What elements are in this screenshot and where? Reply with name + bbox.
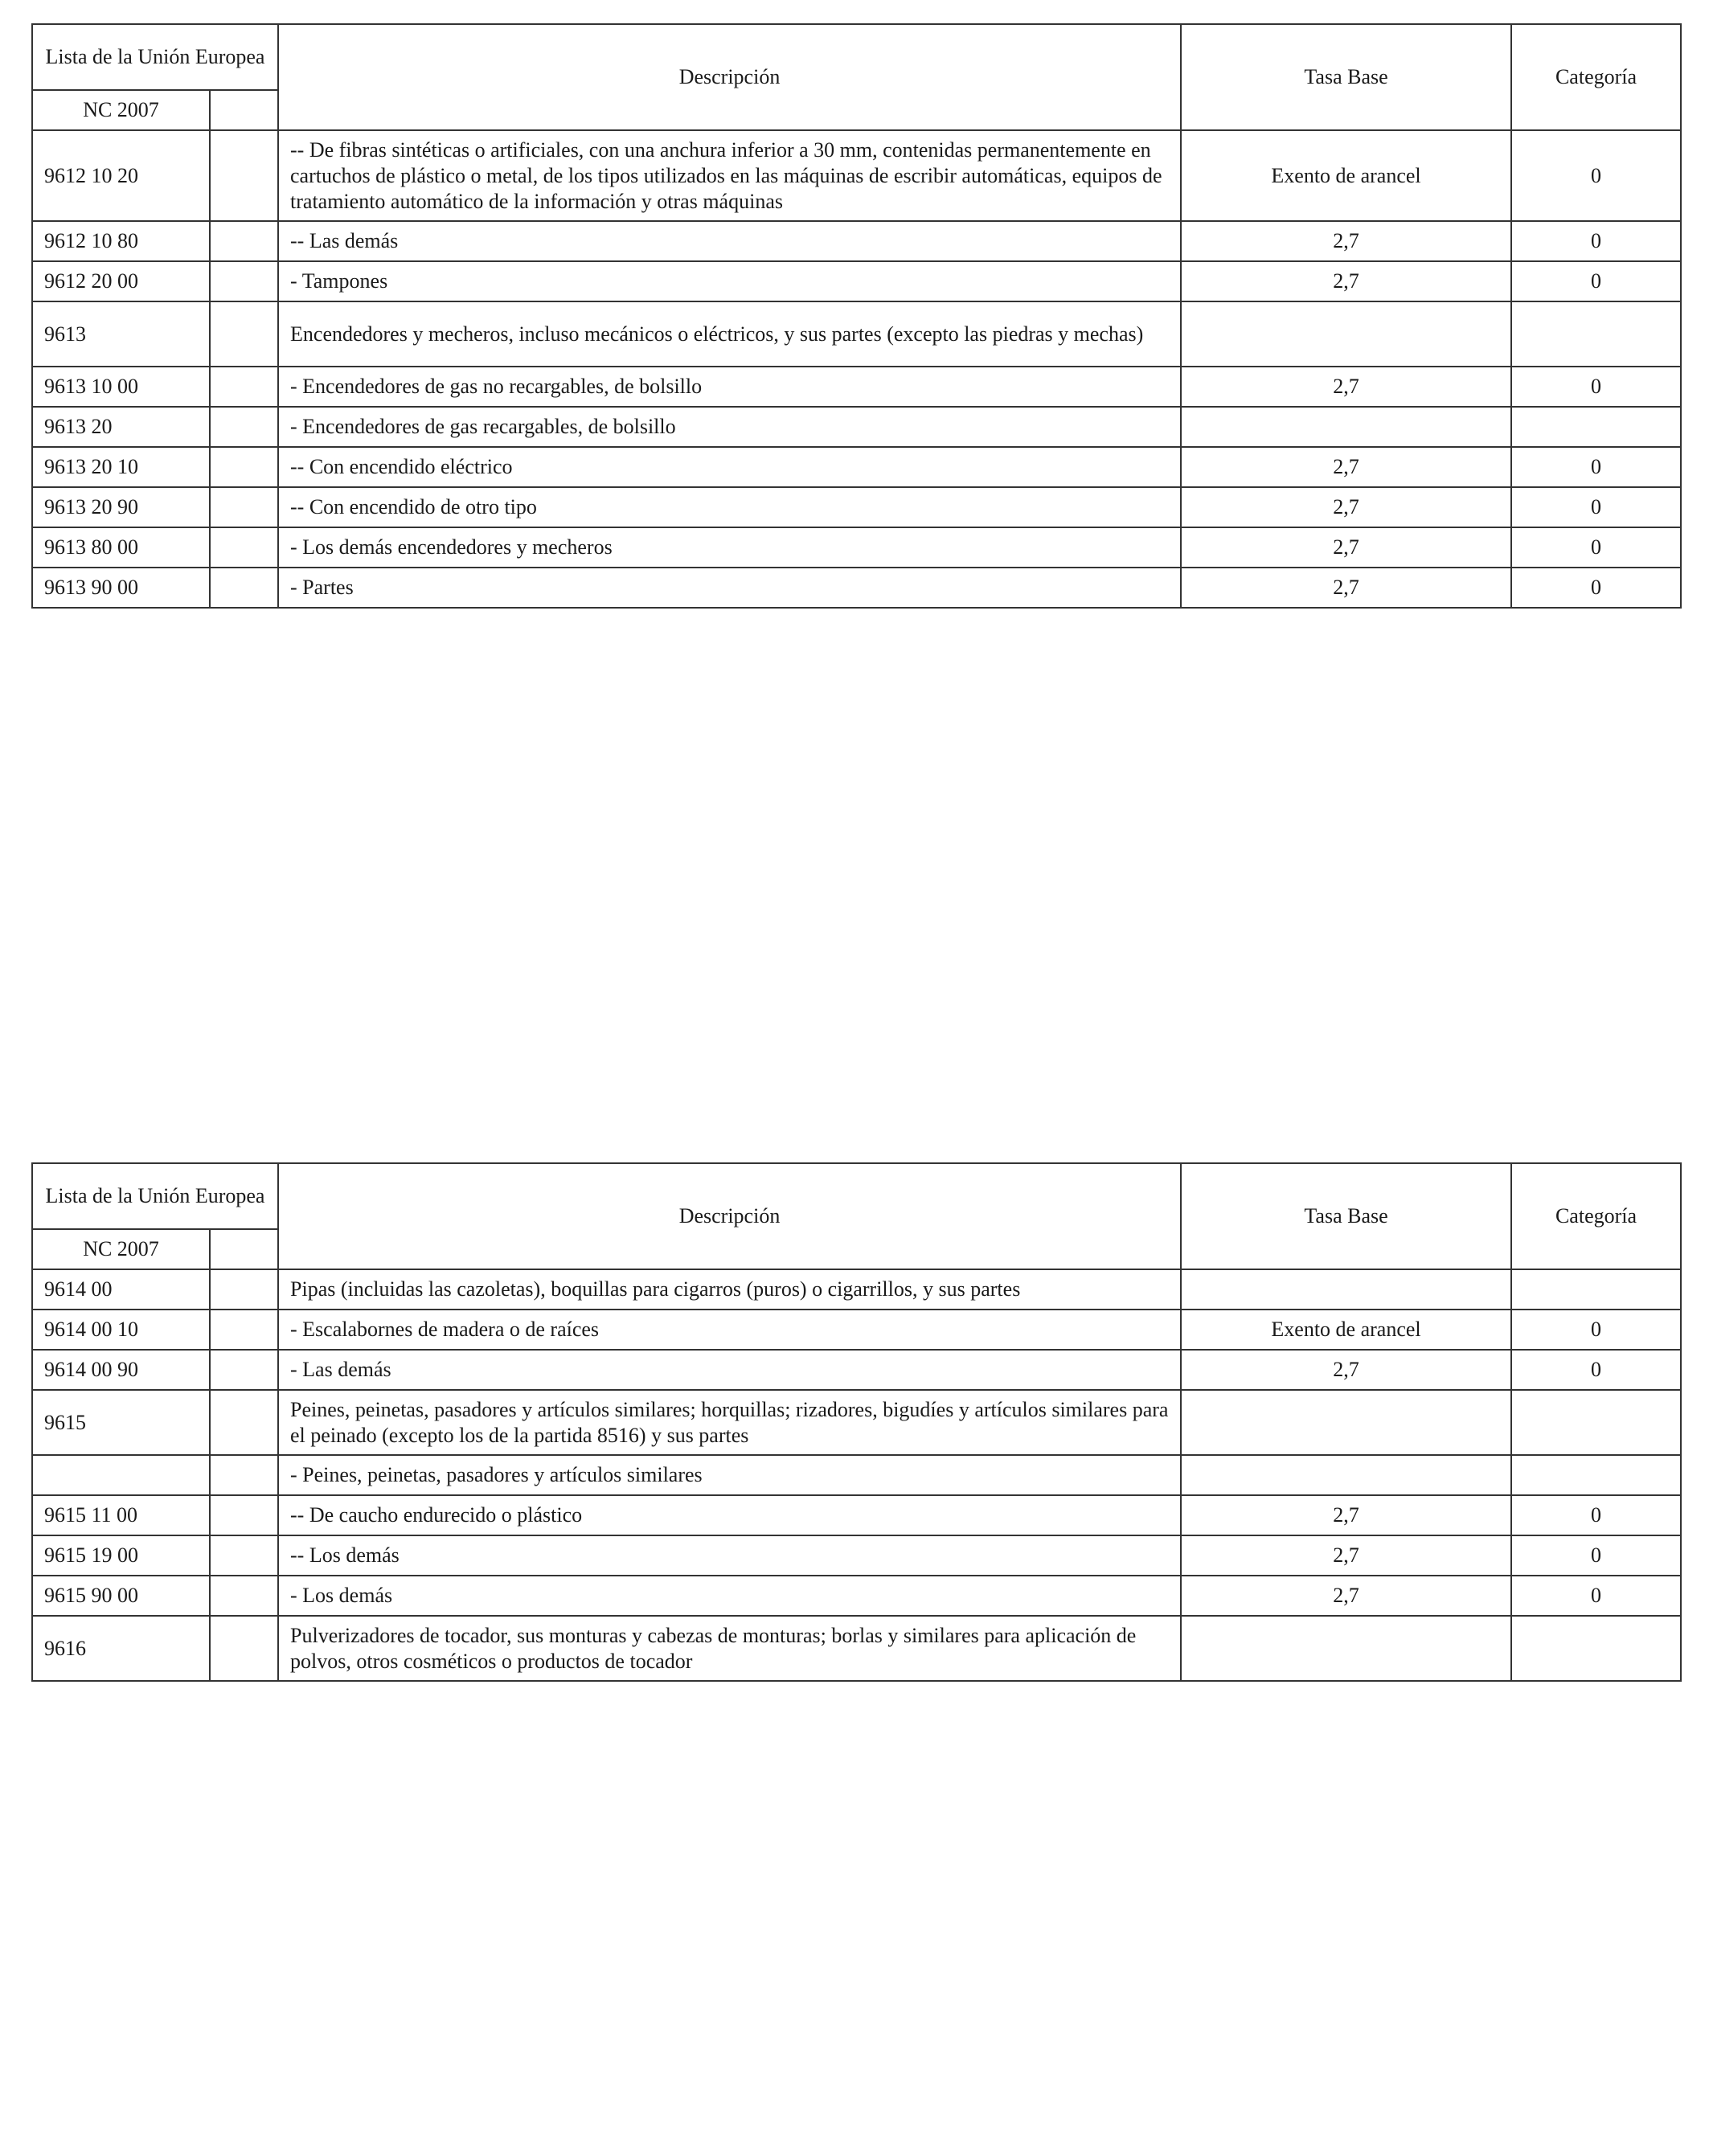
- row-rate: [1181, 1455, 1511, 1495]
- row-code: 9614 00 10: [32, 1310, 210, 1350]
- row-sub-cell: [210, 1535, 278, 1576]
- table-row: [32, 1495, 1681, 1535]
- row-code: 9612 10 80: [32, 221, 210, 261]
- header-description: Descripción: [278, 24, 1181, 130]
- row-category: 0: [1511, 221, 1681, 261]
- table-row: [32, 367, 1681, 407]
- table-row: [32, 1350, 1681, 1390]
- row-rate: [1181, 301, 1511, 367]
- header-nc-label: NC 2007: [32, 90, 210, 130]
- row-sub-cell: [210, 447, 278, 487]
- row-description: -- De fibras sintéticas o artificiales, con una anchura inferior a 30 mm, contenidas permanentemente en cartuchos de plástico o metal, de los tipos utilizados en las máquinas de escribir automáticas, equipos de tratamiento automático de la información y otras máquinas: [278, 130, 1181, 221]
- row-code: 9615 19 00: [32, 1535, 210, 1576]
- header-nc-label: NC 2007: [32, 1229, 210, 1269]
- row-description: Pipas (incluidas las cazoletas), boquillas para cigarros (puros) o cigarrillos, y sus partes: [278, 1269, 1181, 1310]
- row-description: - Tampones: [278, 261, 1181, 301]
- row-rate: [1181, 407, 1511, 447]
- row-rate: 2,7: [1181, 568, 1511, 608]
- row-sub-cell: [210, 1495, 278, 1535]
- header-nc-empty-cell: [210, 1229, 278, 1269]
- row-description: Pulverizadores de tocador, sus monturas y cabezas de monturas; borlas y similares para aplicación de polvos, otros cosméticos o productos de tocador: [278, 1616, 1181, 1681]
- row-category: 0: [1511, 527, 1681, 568]
- row-rate: [1181, 1390, 1511, 1455]
- row-sub-cell: [210, 261, 278, 301]
- row-sub-cell: [210, 1310, 278, 1350]
- table-row: [32, 221, 1681, 261]
- row-code: 9613 90 00: [32, 568, 210, 608]
- table-row: [32, 568, 1681, 608]
- row-description: -- Las demás: [278, 221, 1181, 261]
- row-category: 0: [1511, 367, 1681, 407]
- table-row: [32, 447, 1681, 487]
- row-category: [1511, 1455, 1681, 1495]
- row-description: - Encendedores de gas no recargables, de bolsillo: [278, 367, 1181, 407]
- header-list-label: Lista de la Unión Europea: [32, 24, 278, 90]
- row-code: 9615: [32, 1390, 210, 1455]
- row-rate: 2,7: [1181, 1535, 1511, 1576]
- row-category: 0: [1511, 1535, 1681, 1576]
- row-code: 9613 20 10: [32, 447, 210, 487]
- row-rate: 2,7: [1181, 527, 1511, 568]
- row-sub-cell: [210, 367, 278, 407]
- row-rate: Exento de arancel: [1181, 1310, 1511, 1350]
- row-code: 9613: [32, 301, 210, 367]
- row-sub-cell: [210, 568, 278, 608]
- header-category: Categoría: [1511, 1163, 1681, 1269]
- header-description: Descripción: [278, 1163, 1181, 1269]
- row-sub-cell: [210, 407, 278, 447]
- row-category: 0: [1511, 487, 1681, 527]
- row-sub-cell: [210, 221, 278, 261]
- row-sub-cell: [210, 1269, 278, 1310]
- row-category: 0: [1511, 447, 1681, 487]
- row-category: [1511, 1390, 1681, 1455]
- row-category: 0: [1511, 130, 1681, 221]
- row-description: Encendedores y mecheros, incluso mecánicos o eléctricos, y sus partes (excepto las piedras y mechas): [278, 301, 1181, 367]
- row-description: - Los demás: [278, 1576, 1181, 1616]
- row-sub-cell: [210, 130, 278, 221]
- row-description: Peines, peinetas, pasadores y artículos similares; horquillas; rizadores, bigudíes y artículos similares para el peinado (excepto los de la partida 8516) y sus partes: [278, 1390, 1181, 1455]
- table-row: [32, 1576, 1681, 1616]
- row-code: 9612 20 00: [32, 261, 210, 301]
- table-row: [32, 1310, 1681, 1350]
- row-code: 9613 20: [32, 407, 210, 447]
- row-code: [32, 1455, 210, 1495]
- row-description: - Encendedores de gas recargables, de bolsillo: [278, 407, 1181, 447]
- row-code: 9616: [32, 1616, 210, 1681]
- row-rate: [1181, 1616, 1511, 1681]
- row-rate: 2,7: [1181, 367, 1511, 407]
- row-category: [1511, 407, 1681, 447]
- row-code: 9613 80 00: [32, 527, 210, 568]
- row-category: [1511, 301, 1681, 367]
- table-row: [32, 261, 1681, 301]
- row-description: - Partes: [278, 568, 1181, 608]
- tariff-table-1: [31, 23, 1682, 609]
- row-category: 0: [1511, 1350, 1681, 1390]
- row-category: [1511, 1616, 1681, 1681]
- header-base-rate: Tasa Base: [1181, 1163, 1511, 1269]
- row-rate: 2,7: [1181, 447, 1511, 487]
- row-sub-cell: [210, 527, 278, 568]
- row-sub-cell: [210, 301, 278, 367]
- row-sub-cell: [210, 1616, 278, 1681]
- row-rate: 2,7: [1181, 487, 1511, 527]
- table-row: [32, 487, 1681, 527]
- row-description: -- Los demás: [278, 1535, 1181, 1576]
- table-row: [32, 1616, 1681, 1681]
- row-rate: 2,7: [1181, 221, 1511, 261]
- row-rate: 2,7: [1181, 1495, 1511, 1535]
- row-code: 9612 10 20: [32, 130, 210, 221]
- row-description: -- Con encendido eléctrico: [278, 447, 1181, 487]
- row-sub-cell: [210, 1455, 278, 1495]
- row-rate: Exento de arancel: [1181, 130, 1511, 221]
- row-category: 0: [1511, 1576, 1681, 1616]
- header-base-rate: Tasa Base: [1181, 24, 1511, 130]
- row-code: 9614 00: [32, 1269, 210, 1310]
- row-description: - Escalabornes de madera o de raíces: [278, 1310, 1181, 1350]
- row-rate: 2,7: [1181, 261, 1511, 301]
- row-description: - Los demás encendedores y mecheros: [278, 527, 1181, 568]
- row-sub-cell: [210, 1390, 278, 1455]
- header-list-label: Lista de la Unión Europea: [32, 1163, 278, 1229]
- table-row: [32, 1390, 1681, 1455]
- table-row: [32, 130, 1681, 221]
- row-description: -- Con encendido de otro tipo: [278, 487, 1181, 527]
- row-code: 9615 11 00: [32, 1495, 210, 1535]
- header-row: [32, 1163, 1681, 1229]
- row-code: 9613 20 90: [32, 487, 210, 527]
- header-row: [32, 24, 1681, 90]
- header-category: Categoría: [1511, 24, 1681, 130]
- tariff-table-2: [31, 1162, 1682, 1682]
- row-category: [1511, 1269, 1681, 1310]
- row-sub-cell: [210, 1350, 278, 1390]
- row-code: 9614 00 90: [32, 1350, 210, 1390]
- table-row: [32, 301, 1681, 367]
- row-rate: 2,7: [1181, 1576, 1511, 1616]
- table-row: [32, 527, 1681, 568]
- table-row: [32, 1455, 1681, 1495]
- header-nc-empty-cell: [210, 90, 278, 130]
- row-description: -- De caucho endurecido o plástico: [278, 1495, 1181, 1535]
- row-description: - Las demás: [278, 1350, 1181, 1390]
- row-sub-cell: [210, 487, 278, 527]
- row-rate: [1181, 1269, 1511, 1310]
- row-category: 0: [1511, 1495, 1681, 1535]
- table-row: [32, 407, 1681, 447]
- row-code: 9615 90 00: [32, 1576, 210, 1616]
- row-category: 0: [1511, 568, 1681, 608]
- row-category: 0: [1511, 261, 1681, 301]
- row-description: - Peines, peinetas, pasadores y artículos similares: [278, 1455, 1181, 1495]
- table-row: [32, 1269, 1681, 1310]
- table-row: [32, 1535, 1681, 1576]
- row-rate: 2,7: [1181, 1350, 1511, 1390]
- row-code: 9613 10 00: [32, 367, 210, 407]
- row-category: 0: [1511, 1310, 1681, 1350]
- row-sub-cell: [210, 1576, 278, 1616]
